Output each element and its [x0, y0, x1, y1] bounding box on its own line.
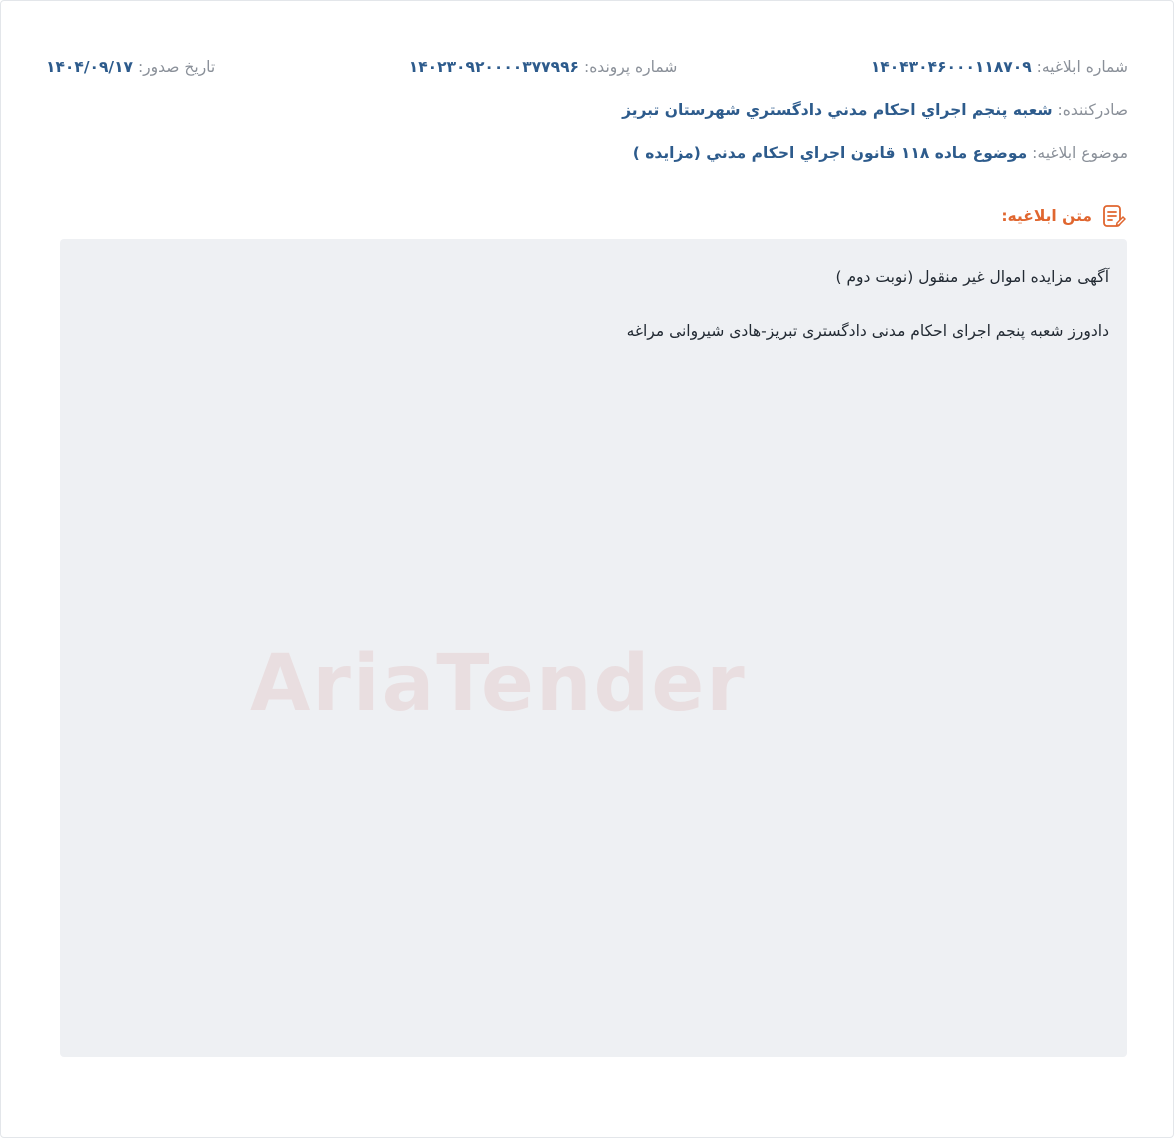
issue-date-value: ۱۴۰۴/۰۹/۱۷	[46, 58, 134, 76]
case-number-value: ۱۴۰۲۳۰۹۲۰۰۰۰۳۷۷۹۹۶	[408, 58, 580, 76]
notice-text-title: متن ابلاغيه:	[1001, 207, 1092, 225]
notice-text-heading	[1001, 203, 1126, 229]
issuer-field	[622, 101, 1128, 119]
case-number-label: شماره پرونده:	[583, 58, 678, 76]
issuer-value: شعبه پنجم اجراي احكام مدني دادگستري شهرستان تبريز	[622, 101, 1053, 119]
notice-heading: آگهی مزایده اموال غیر منقول (نوبت دوم )	[835, 268, 1109, 286]
subject-label: موضوع ابلاغيه:	[1032, 144, 1128, 162]
notice-body-panel	[60, 239, 1127, 1057]
notice-body-text	[80, 261, 1109, 347]
meta-row-numbers	[46, 58, 1128, 76]
subject-field	[633, 144, 1128, 162]
notice-number-label: شماره ابلاغيه:	[1036, 58, 1128, 76]
issue-date-label: تاريخ صدور:	[137, 58, 216, 76]
notice-document-icon	[1100, 203, 1126, 229]
notice-signature: دادورز شعبه پنجم اجرای احکام مدنی دادگستری تبریز-هادی شیروانی مراغه	[626, 322, 1109, 341]
case-number-field	[409, 58, 678, 76]
subject-value: موضوع ماده ۱۱۸ قانون اجراي احكام مدني (مزايده )	[632, 144, 1028, 162]
issuer-label: صادرکننده:	[1057, 101, 1128, 119]
notice-number-field	[871, 58, 1128, 76]
watermark-logo: AriaTender	[250, 639, 747, 729]
notice-number-value: ۱۴۰۴۳۰۴۶۰۰۰۱۱۸۷۰۹	[870, 58, 1032, 76]
issue-date-field	[46, 58, 215, 76]
